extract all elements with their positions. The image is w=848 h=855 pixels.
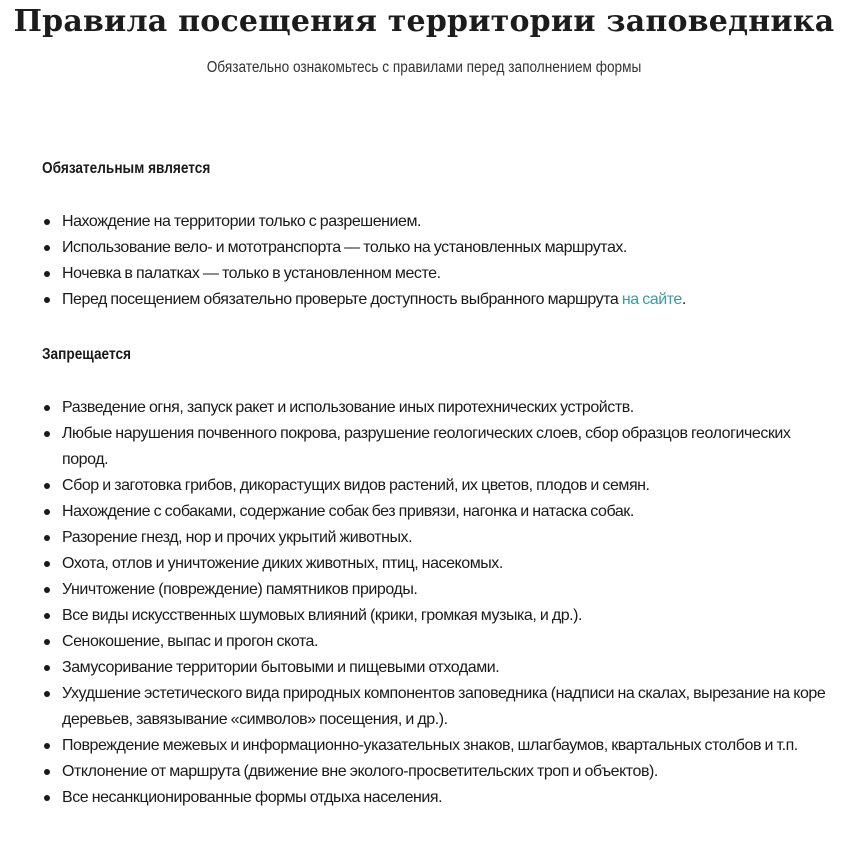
- bullet-icon: [44, 665, 50, 671]
- list-item: [42, 421, 832, 473]
- list-item: [42, 235, 832, 261]
- bullet-icon: [44, 535, 50, 541]
- route-availability-link[interactable]: на сайте: [621, 291, 682, 308]
- list-item: [42, 525, 832, 551]
- rules-content: [42, 157, 832, 811]
- bullet-icon: [44, 483, 50, 489]
- rule-text: Все виды искусственных шумовых влияний (крики, громкая музыка, и др.).: [62, 607, 583, 624]
- list-item: [42, 577, 832, 603]
- list-item: [42, 733, 832, 759]
- list-item: [42, 655, 832, 681]
- rule-text: Ухудшение эстетического вида природных компонентов заповедника (надписи на скалах, вырезание на коре деревьев, завязывание «символов» посещения, и др.).: [62, 685, 826, 728]
- check-route-text-end: .: [681, 291, 686, 308]
- required-section-heading: Обязательным является: [42, 160, 211, 177]
- rule-text: Сбор и заготовка грибов, дикорастущих видов растений, их цветов, плодов и семян.: [62, 477, 650, 494]
- bullet-icon: [44, 795, 50, 801]
- rule-text: Использование вело- и мототранспорта — только на установленных маршрутах.: [62, 239, 627, 256]
- rule-text: Нахождение на территории только с разрешением.: [62, 213, 422, 230]
- page-subtitle: Обязательно ознакомьтесь с правилами перед заполнением формы: [206, 59, 642, 76]
- bullet-icon: [44, 405, 50, 411]
- list-item: [42, 551, 832, 577]
- bullet-icon: [44, 297, 50, 303]
- forbidden-rules-list: [42, 395, 832, 811]
- list-item: [42, 681, 832, 733]
- rule-text: Любые нарушения почвенного покрова, разрушение геологических слоев, сбор образцов геологических пород.: [62, 425, 791, 468]
- bullet-icon: [44, 245, 50, 251]
- rule-text: Повреждение межевых и информационно-указательных знаков, шлагбаумов, квартальных столбов и т.п.: [62, 737, 798, 754]
- bullet-icon: [44, 561, 50, 567]
- forbidden-section-heading: Запрещается: [42, 346, 132, 363]
- list-item: [42, 785, 832, 811]
- list-item: [42, 603, 832, 629]
- list-item: [42, 261, 832, 287]
- rule-text: Нахождение с собаками, содержание собак без привязи, нагонка и натаска собак.: [62, 503, 634, 520]
- list-item: [42, 395, 832, 421]
- rule-text: Охота, отлов и уничтожение диких животных, птиц, насекомых.: [62, 555, 503, 572]
- list-item: [42, 287, 832, 313]
- rule-text: Отклонение от маршрута (движение вне эколого-просветительских троп и объектов).: [62, 763, 658, 780]
- bullet-icon: [44, 743, 50, 749]
- list-item: [42, 629, 832, 655]
- bullet-icon: [44, 613, 50, 619]
- bullet-icon: [44, 691, 50, 697]
- rule-text: Ночевка в палатках — только в установленном месте.: [62, 265, 441, 282]
- check-route-text: Перед посещением обязательно проверьте доступность выбранного маршрута: [62, 291, 622, 308]
- bullet-icon: [44, 431, 50, 437]
- rule-text: Все несанкционированные формы отдыха населения.: [62, 789, 443, 806]
- list-item: [42, 759, 832, 785]
- bullet-icon: [44, 509, 50, 515]
- rule-text: Уничтожение (повреждение) памятников природы.: [62, 581, 418, 598]
- list-item: [42, 209, 832, 235]
- rule-text: Замусоривание территории бытовыми и пищевыми отходами.: [62, 659, 500, 676]
- rule-text: Разорение гнезд, нор и прочих укрытий животных.: [62, 529, 413, 546]
- bullet-icon: [44, 769, 50, 775]
- rule-text: Разведение огня, запуск ракет и использование иных пиротехнических устройств.: [62, 399, 634, 416]
- required-rules-list: [42, 209, 832, 313]
- rule-text: Сенокошение, выпас и прогон скота.: [62, 633, 318, 650]
- bullet-icon: [44, 587, 50, 593]
- required-section: [42, 157, 832, 313]
- list-item: [42, 473, 832, 499]
- bullet-icon: [44, 639, 50, 645]
- list-item: [42, 499, 832, 525]
- rule-text: [62, 287, 832, 313]
- page-title: Правила посещения территории заповедника: [13, 4, 835, 39]
- bullet-icon: [44, 271, 50, 277]
- bullet-icon: [44, 219, 50, 225]
- forbidden-section: [42, 343, 832, 811]
